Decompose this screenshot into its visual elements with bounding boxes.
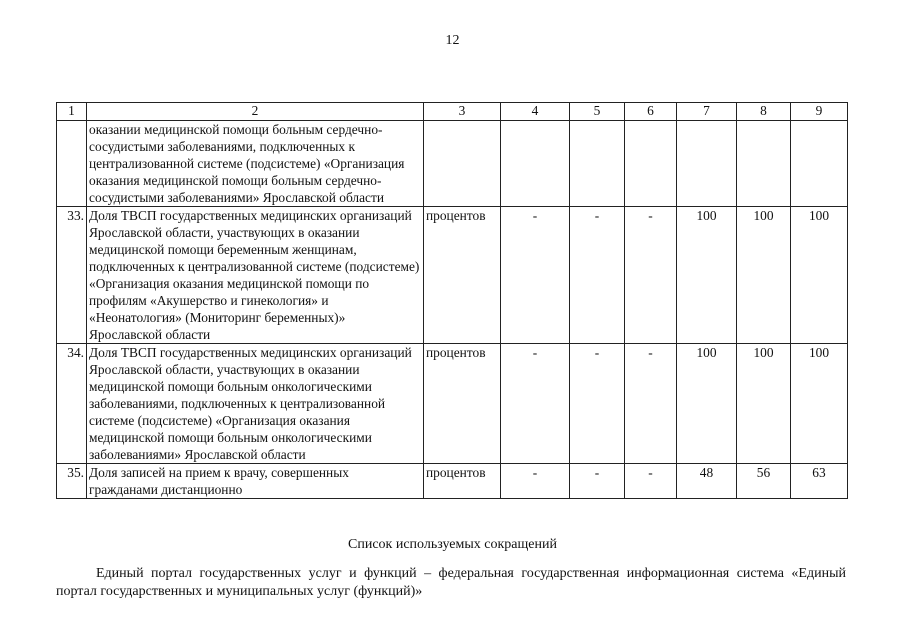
abbreviations-title: Список используемых сокращений [348,537,557,552]
value-cell [625,121,677,207]
unit-cell: процентов [424,207,501,344]
unit-cell [424,121,501,207]
value-cell: - [501,207,570,344]
row-number: 35. [57,464,87,499]
value-cell [677,121,737,207]
value-cell: 100 [791,344,848,464]
row-number: 33. [57,207,87,344]
value-cell [501,121,570,207]
unit-cell: процентов [424,344,501,464]
value-cell: 48 [677,464,737,499]
value-cell: - [570,344,625,464]
unit-cell: процентов [424,464,501,499]
value-cell: 56 [737,464,791,499]
column-header: 5 [570,103,625,121]
column-header: 6 [625,103,677,121]
column-header: 3 [424,103,501,121]
column-header: 2 [87,103,424,121]
table-row [57,344,848,464]
table-header-row [57,103,848,121]
column-header: 1 [57,103,87,121]
indicators-table [56,102,848,499]
value-cell: - [625,464,677,499]
indicator-name: Доля записей на прием к врачу, совершенных гражданами дистанционно [87,464,424,499]
value-cell [737,121,791,207]
abbreviations-text: Единый портал государственных услуг и функций – федеральная государственная информационная система «Единый портал государственных и муниципальных услуг (функций)» [56,566,846,599]
value-cell: - [501,464,570,499]
table-row [57,207,848,344]
row-number [57,121,87,207]
table-row [57,464,848,499]
value-cell: - [570,464,625,499]
indicator-name: Доля ТВСП государственных медицинских организаций Ярославской области, участвующих в оказании медицинской помощи беременным женщинам, подключенных к централизованной системе (подсистеме) «Организация оказания медицинской помощи по профилям «Акушерство и гинекология» и «Неонатология» (Мониторинг беременных)» Ярославской области [87,207,424,344]
value-cell: 100 [737,344,791,464]
column-header: 7 [677,103,737,121]
column-header: 8 [737,103,791,121]
value-cell [791,121,848,207]
value-cell: 63 [791,464,848,499]
value-cell: - [570,207,625,344]
indicator-name: Доля ТВСП государственных медицинских организаций Ярославской области, участвующих в оказании медицинской помощи больным онкологическими заболеваниями, подключенных к централизованной системе (подсистеме) «Организация оказания медицинской помощи больным онкологическими заболеваниями» Ярославской области [87,344,424,464]
value-cell: 100 [791,207,848,344]
table-row [57,121,848,207]
column-header: 4 [501,103,570,121]
value-cell [570,121,625,207]
value-cell: - [625,344,677,464]
value-cell: 100 [737,207,791,344]
value-cell: 100 [677,344,737,464]
row-number: 34. [57,344,87,464]
page-number: 12 [445,33,460,48]
value-cell: - [501,344,570,464]
value-cell: 100 [677,207,737,344]
indicator-name: оказании медицинской помощи больным сердечно-сосудистыми заболеваниями, подключенных к централизованной системе (подсистеме) «Организация оказания медицинской помощи больным сердечно-сосудистыми заболеваниями» Ярославской области [87,121,424,207]
column-header: 9 [791,103,848,121]
value-cell: - [625,207,677,344]
